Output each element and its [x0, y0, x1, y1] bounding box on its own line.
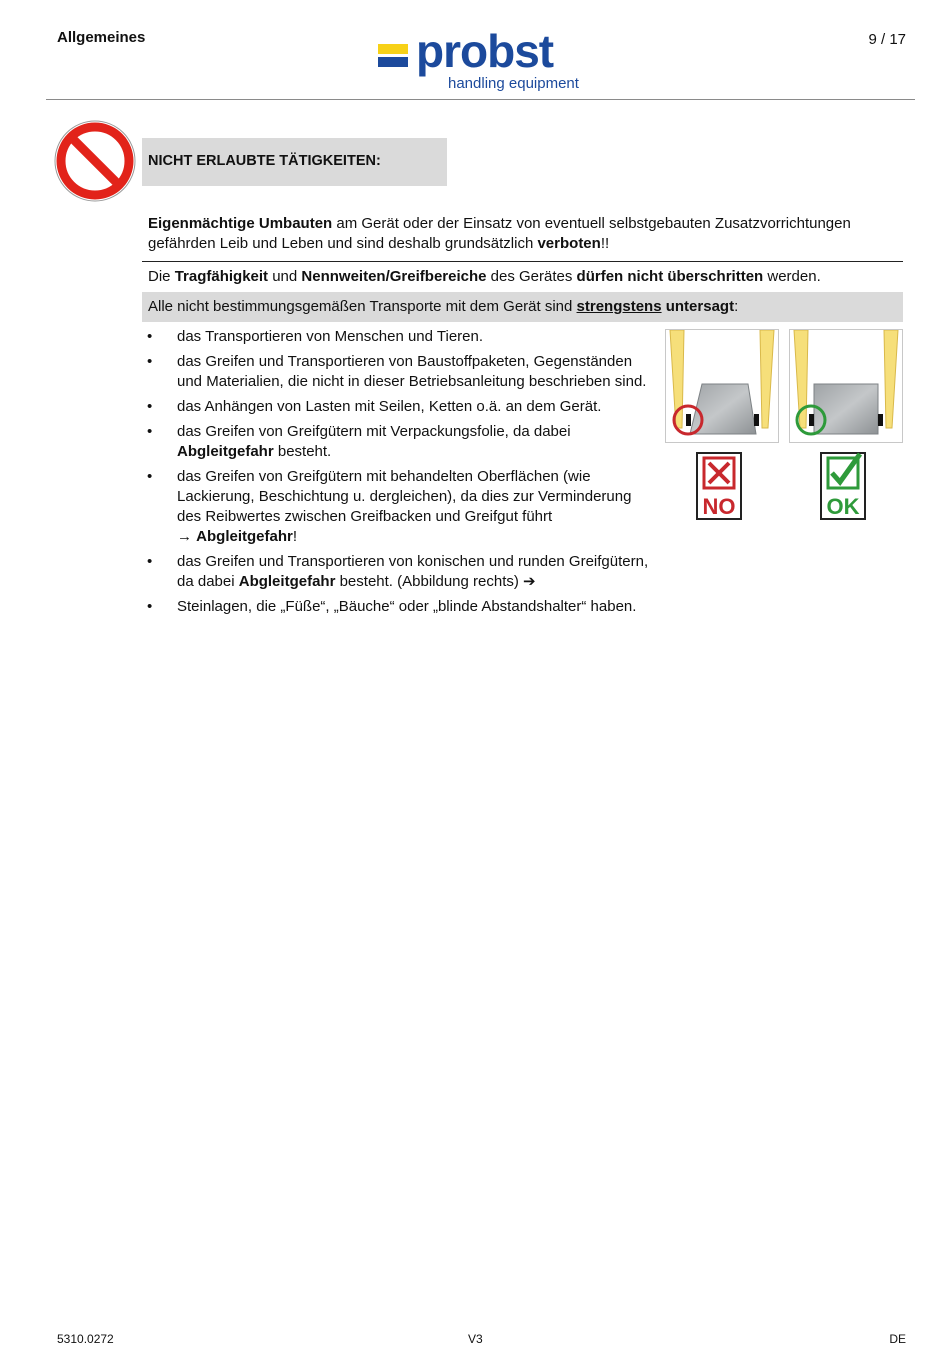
ok-label: OK — [826, 494, 860, 519]
document-language: DE — [889, 1332, 906, 1346]
list-item-text: das Greifen und Transportieren von konischen und runden Greifgütern, da dabei — [177, 553, 649, 590]
bullet: • — [147, 328, 153, 345]
document-number: 5310.0272 — [57, 1332, 114, 1346]
p3-text-3: : — [734, 298, 739, 315]
section-title: Allgemeines — [57, 29, 146, 46]
list-item-text: das Greifen und Transportieren von Baustoffpaketen, Gegenständen und Materialien, die nicht in dieser Betriebsanleitung beschrieben sind. — [177, 353, 647, 390]
logo-word: probst — [416, 25, 554, 77]
list-item — [145, 467, 650, 547]
list-item — [145, 397, 650, 417]
arrow-right-icon: → — [177, 528, 197, 545]
p1-bold-2: verboten — [537, 235, 601, 252]
bullet: • — [147, 468, 153, 485]
p3-text-1: Alle nicht bestimmungsgemäßen Transporte mit dem Gerät sind — [148, 298, 577, 315]
arrow-right-icon: ➔ — [523, 573, 536, 590]
probst-logo — [378, 25, 590, 94]
list-item-text: Steinlagen, die „Füße“, „Bäuche“ oder „blinde Abstandshalter“ haben. — [177, 598, 637, 615]
list-item-text: das Greifen von Greifgütern mit behandelten Oberflächen (wie Lackierung, Beschichtung u. dergleichen), da dies zur Verminderung des Reibwertes zwischen Greifbacken und Greifgut führt — [177, 468, 632, 525]
list-item — [145, 597, 650, 617]
logo-bars-icon — [378, 44, 408, 68]
bullet: • — [147, 423, 153, 440]
list-item — [145, 552, 650, 592]
ok-verdict-icon — [820, 452, 866, 520]
section-heading — [142, 138, 447, 186]
p1-bold-1: Eigenmächtige Umbauten — [148, 215, 333, 232]
paragraph-capacity — [148, 267, 898, 287]
p2-text-3: des Gerätes — [486, 268, 577, 285]
paragraph-divider — [142, 261, 903, 262]
gripper-correct-illustration — [789, 329, 903, 443]
list-item-bold: Abgleitgefahr — [196, 528, 293, 545]
p2-bold-1: Tragfähigkeit — [174, 268, 269, 285]
list-item-bold: Abgleitgefahr — [177, 443, 274, 460]
list-item — [145, 352, 650, 392]
no-verdict-icon — [696, 452, 742, 520]
no-label: NO — [702, 494, 736, 519]
p1-text-1: am Gerät oder der Einsatz von eventuell selbstgebauten Zusatzvorrichtungen gefährden Leib und Leben und sind deshalb grundsätzlich — [148, 215, 851, 252]
bullet: • — [147, 553, 153, 570]
list-item-text: das Anhängen von Lasten mit Seilen, Ketten o.ä. an dem Gerät. — [177, 398, 602, 415]
p2-text-4: werden. — [763, 268, 821, 285]
bullet: • — [147, 353, 153, 370]
gripper-wrong-illustration — [665, 329, 779, 443]
list-item-text: das Transportieren von Menschen und Tieren. — [177, 328, 484, 345]
list-item-text: das Greifen von Greifgütern mit Verpackungsfolie, da dabei — [177, 423, 571, 440]
p2-text-1: Die — [148, 268, 175, 285]
header-divider — [46, 99, 915, 100]
bullet: • — [147, 598, 153, 615]
p2-bold-2: Nennweiten/Greifbereiche — [301, 268, 487, 285]
bullet: • — [147, 398, 153, 415]
p2-bold-3: dürfen nicht überschritten — [576, 268, 764, 285]
list-item — [145, 327, 650, 347]
list-item — [145, 422, 650, 462]
document-version: V3 — [468, 1332, 483, 1346]
logo-subtitle: handling equipment — [448, 75, 579, 92]
list-item-text: besteht. — [273, 443, 332, 460]
heading-text: NICHT ERLAUBTE TÄTIGKEITEN: — [148, 153, 381, 169]
prohibited-list — [145, 327, 650, 622]
p3-bold: untersagt — [665, 298, 735, 315]
paragraph-prohibited-transport — [148, 297, 898, 317]
page-number: 9 / 17 — [868, 31, 906, 48]
p3-underline: strengstens — [576, 298, 662, 315]
p1-text-2: !! — [600, 235, 610, 252]
list-item-text: besteht. (Abbildung rechts) — [335, 573, 524, 590]
list-item-text: ! — [292, 528, 298, 545]
paragraph-modifications — [148, 214, 888, 254]
prohibition-sign-icon — [54, 120, 136, 202]
p2-text-2: und — [268, 268, 302, 285]
list-item-bold: Abgleitgefahr — [238, 573, 336, 590]
